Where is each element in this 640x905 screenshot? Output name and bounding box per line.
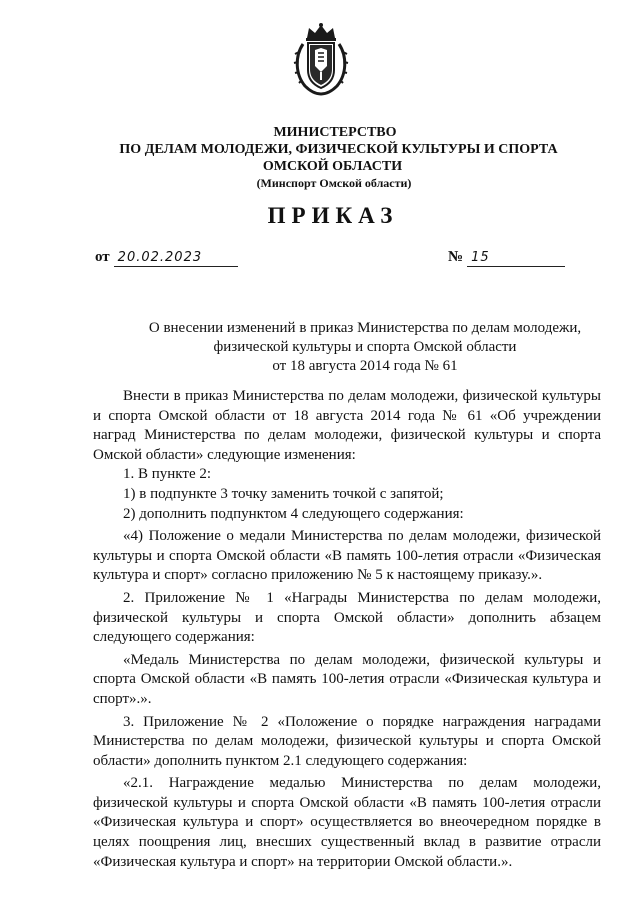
body-paragraph: 3. Приложение № 2 «Положение о порядке награждения наградами Министерства по делам молодежи, физической культуры и спорта Омской области» дополнить пунктом 2.1 следующего содержания:: [93, 713, 601, 769]
document-title: ПРИКАЗ: [267, 203, 399, 228]
body-paragraph: «2.1. Награждение медалью Министерства по делам молодежи, физической культуры и спорта Омской области «В память 100-летия отрасли «Физическая культура и спорт» осуществляется во внеочередном порядке в целях поощрения лиц, внесших существенный вклад в развитие отрасли «Физическая культура и спорт» на территории Омской области.».: [93, 775, 601, 870]
ministry-header: [0, 124, 640, 192]
order-date: [95, 249, 238, 267]
body-paragraph: 2) дополнить подпунктом 4 следующего содержания:: [123, 505, 464, 522]
body-paragraph: 1) в подпункте 3 точку заменить точкой с запятой;: [123, 485, 444, 502]
body-paragraph: 1. В пункте 2:: [123, 466, 212, 483]
order-body: [93, 387, 601, 872]
date-label: от: [95, 249, 110, 265]
body-paragraph: «4) Положение о медали Министерства по делам молодежи, физической культуры и спорта Омской области «В память 100-летия отрасли «Физическая культура и спорт» согласно приложению № 5 к настоящему приказу.».: [93, 528, 601, 584]
number-label: №: [448, 249, 464, 265]
number-value: 15: [467, 250, 565, 267]
body-paragraph: 2. Приложение № 1 «Награды Министерства по делам молодежи, физической культуры и спорта Омской области» дополнить абзацем следующего содержания:: [93, 589, 601, 646]
subject-line: физической культуры и спорта Омской области: [213, 339, 517, 355]
subject-line: О внесении изменений в приказ Министерства по делам молодежи,: [148, 320, 582, 336]
omsk-coat-of-arms-icon: [293, 22, 349, 96]
ministry-abbreviation: (Минспорт Омской области): [256, 176, 412, 190]
subject-line: от 18 августа 2014 года № 61: [272, 358, 458, 374]
order-number: [448, 249, 565, 267]
date-value: 20.02.2023: [114, 250, 238, 267]
ministry-header-line: ПО ДЕЛАМ МОЛОДЕЖИ, ФИЗИЧЕСКОЙ КУЛЬТУРЫ И СПОРТА: [119, 142, 558, 157]
ministry-header-line: ОМСКОЙ ОБЛАСТИ: [262, 159, 403, 174]
ministry-header-line: МИНИСТЕРСТВО: [273, 125, 397, 140]
body-paragraph: «Медаль Министерства по делам молодежи, физической культуры и спорта Омской области «В память 100-летия отрасли «Физическая культура и спорт».».: [93, 651, 601, 707]
body-paragraph: Внести в приказ Министерства по делам молодежи, физической культуры и спорта Омской области от 18 августа 2014 года № 61 «Об учреждении наград Министерства по делам молодежи, физической культуры и спорта Омской области» следующие изменения:: [93, 388, 601, 463]
order-subject: [130, 319, 600, 376]
